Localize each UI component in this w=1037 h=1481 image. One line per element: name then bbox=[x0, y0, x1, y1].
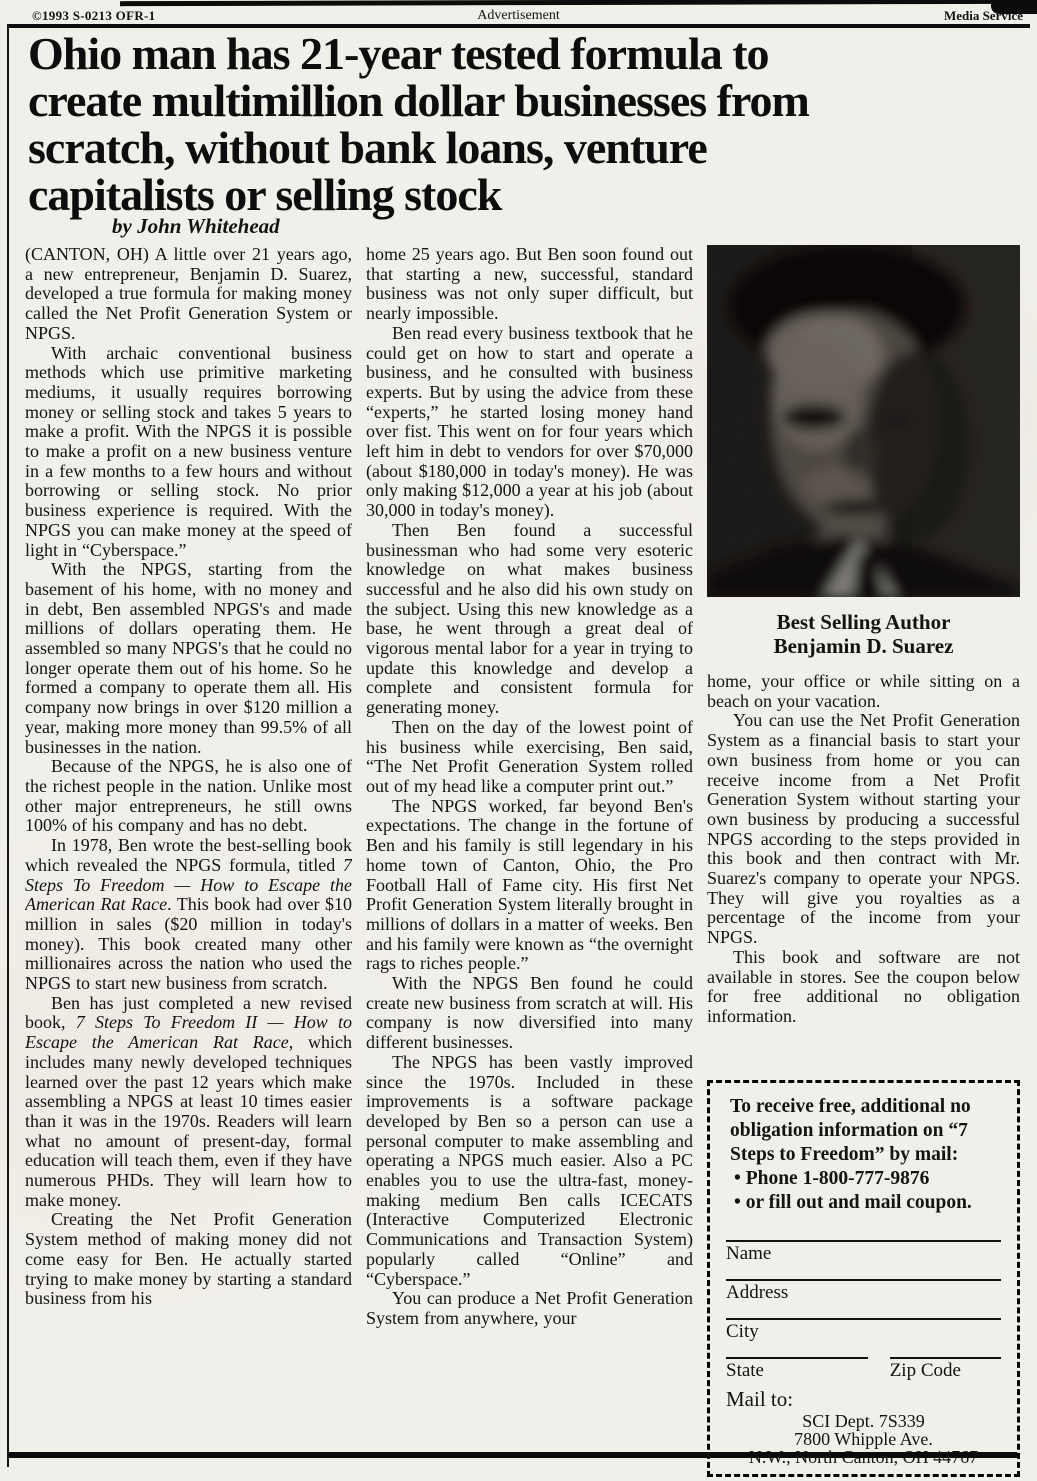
photo-caption-line2: Benjamin D. Suarez bbox=[773, 634, 954, 658]
address-label: Address bbox=[726, 1281, 789, 1303]
name-label: Name bbox=[726, 1242, 772, 1264]
city-label: City bbox=[726, 1320, 759, 1342]
advertisement-label: Advertisement bbox=[477, 8, 560, 23]
column-3-text: home, your office or while sitting on a beach on your vacation. You can use the Net Profit Generation System as a financial basis to start your own business from home or you can receive income from a Net Profit Generation System without starting your own business by producing a successful NPGS according to the steps provided in this book and then contract with Mr. Suarez's company to operate your NPGS. They will give you royalties as a percentage of the income from your NPGS. This book and software are not available in stores. See the coupon below for free additional no obligation information. bbox=[707, 671, 1020, 1026]
zip-input-line[interactable] bbox=[890, 1357, 1001, 1359]
mail-coupon bbox=[707, 1080, 1020, 1477]
column-2: home 25 years ago. But Ben soon found out that starting a new, successful, standard business was not only super difficult, but nearly impossible. Ben read every business textbook that he could get on how to start and operate a business, and he consulted with business experts. But by using the advice from these “experts,” he started losing money hand over fist. This went on for four years which left him in debt to vendors for over $70,000 (about $180,000 in today's money). He was only making $12,000 a year at his job (about 30,000 in today's money). Then Ben found a successful businessman who had some very esoteric knowledge on what makes business successful and he also did his own study on the subject. Using this new knowledge as a base, he went through a great deal of vigorous mental labor for a year in trying to update this knowledge and develop a complete and consistent formula for generating money. Then on the day of the lowest point of his business while exercising, Ben said, “The Net Profit Generation System rolled out of my head like a computer print out.” The NPGS worked, far beyond Ben's expectations. The change in the fortune of Ben and his family is still legendary in his home town of Canton, Ohio, the Pro Football Hall of Fame city. His first Net Profit Generation System literally brought in millions of dollars in a matter of weeks. Ben and his family were known as “the overnight rags to riches people.” With the NPGS Ben found he could create new business from scratch at will. His company is now diversified into many different businesses. The NPGS has been vastly improved since the 1970s. Included in these improvements is a software package developed by Ben so a person can use a personal computer to make assembling and operating a NPGS much easier. Also a PC enables you to use the ultra-fast, money-making medium Ben calls ICECATS (Interactive Computerized Electronic Communications and Transaction System) popularly called “Online” and “Cyberspace.” You can produce a Net Profit Generation System from anywhere, your bbox=[366, 245, 693, 1328]
address-input-line[interactable] bbox=[726, 1279, 1001, 1281]
mail-to-label: Mail to: bbox=[726, 1386, 794, 1411]
zip-code-label: Zip Code bbox=[889, 1359, 961, 1381]
coupon-bullets: • Phone 1-800-777-9876 • or fill out and mail coupon. bbox=[726, 1167, 1001, 1215]
media-service-label: Media Service bbox=[943, 8, 1023, 23]
state-input-line[interactable] bbox=[726, 1357, 868, 1359]
coupon-intro: To receive free, additional no obligation information on “7 Steps to Freedom” by mail: bbox=[730, 1095, 971, 1165]
copyright-code: ©1993 S-0213 OFR-1 bbox=[32, 8, 156, 23]
state-zip-row bbox=[726, 1342, 1001, 1381]
article-columns bbox=[25, 245, 1020, 1481]
column-3 bbox=[707, 245, 1020, 1481]
name-input-line[interactable] bbox=[726, 1240, 1001, 1242]
column-1: (CANTON, OH) A little over 21 years ago, a new entrepreneur, Benjamin D. Suarez, developed a true formula for making money called the Net Profit Generation System or NPGS. With archaic conventional business methods which use primitive marketing mediums, it usually requires borrowing money or selling stock and takes 5 years to make a profit. With the NPGS it is possible to make a profit on a new business venture in a few months to a few hours and without borrowing or selling stock. No prior business experience is required. With the NPGS you can make money at the speed of light in “Cyberspace.” With the NPGS, starting from the basement of his home, with no money and in debt, Ben assembled NPGS's and made millions of dollars operating them. He assembled so many NPGS's that he could no longer operate them out of his home. So he formed a company to operate them all. His company now brings in over $120 million a year, making more money than 99.5% of all businesses in the nation. Because of the NPGS, he is also one of the richest people in the nation. Unlike most other major entrepreneurs, he still owns 100% of his company and has no debt. In 1978, Ben wrote the best-selling book which revealed the NPGS formula, titled 7 Steps To Freedom — How to Escape the American Rat Race. This book had over $10 million in sales ($20 million in today's money). This book created many other millionaires across the nation who used the NPGS to start new business from scratch. Ben has just completed a new revised book, 7 Steps To Freedom II — How to Escape the American Rat Race, which includes many newly developed techniques learned over the past 12 years which make assembling a NPGS at least 10 times easier than it was in the 1970s. Readers will learn what no amount of present-day, formal education will teach them, even if they have numerous PHDs. They will learn how to make money. Creating the Net Profit Generation System method of making money did not come easy for Ben. He actually started trying to make money by starting a standard business from his bbox=[25, 245, 352, 1309]
scan-artifact-top bbox=[120, 0, 1037, 6]
masthead bbox=[0, 8, 1037, 24]
portrait-photo bbox=[707, 245, 1020, 597]
state-label: State bbox=[726, 1359, 764, 1381]
photo-caption-line1: Best Selling Author bbox=[776, 610, 951, 634]
ad-border-left bbox=[7, 24, 9, 1467]
city-input-line[interactable] bbox=[726, 1318, 1001, 1320]
mail-address: SCI Dept. 7S339 7800 Whipple Ave. bbox=[794, 1410, 933, 1449]
headline: Ohio man has 21-year tested formula to create multimillion dollar businesses from scratch, without bank loans, venture capitalists or selling stock bbox=[28, 28, 809, 220]
bottom-rule bbox=[8, 1452, 1017, 1458]
photo-caption bbox=[707, 610, 1020, 658]
byline: by John Whitehead bbox=[112, 214, 280, 238]
